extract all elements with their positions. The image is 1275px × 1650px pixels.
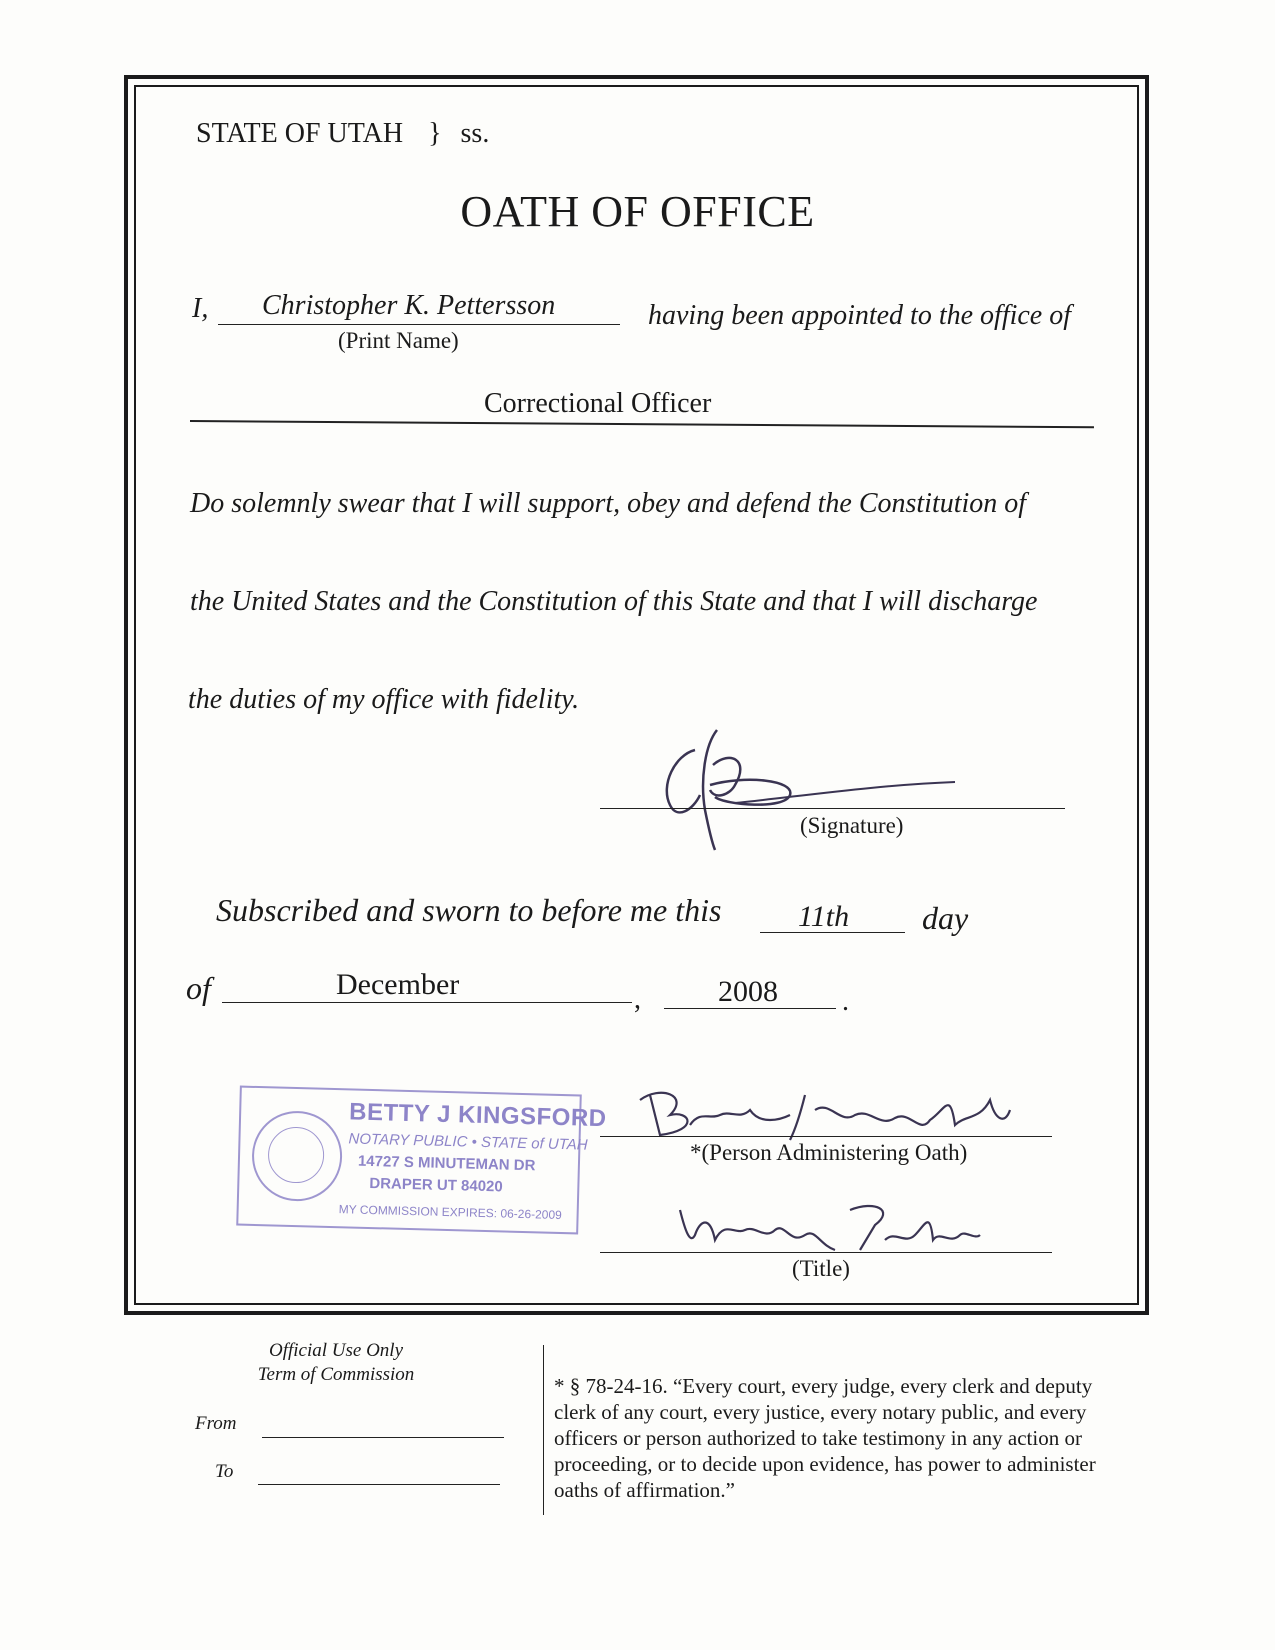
month-line: [222, 1002, 632, 1003]
of-word: of: [186, 970, 211, 1006]
official-use-heading: Official Use Only: [268, 1340, 404, 1361]
sworn-prefix: Subscribed and sworn to before me this: [216, 892, 722, 928]
title-line: [600, 1252, 1052, 1253]
day-line: [760, 932, 905, 933]
notary-stamp-expiry: MY COMMISSION EXPIRES: 06-26-2009: [338, 1202, 562, 1223]
state-seal: [251, 1110, 343, 1202]
signature-line: [600, 808, 1065, 809]
administering-caption: *(Person Administering Oath): [690, 1140, 968, 1165]
notary-stamp: [236, 1086, 607, 1235]
name-line: [218, 324, 620, 325]
to-label: To: [215, 1461, 234, 1482]
day-word: day: [922, 900, 969, 936]
sworn-day-value: 11th: [798, 900, 850, 933]
oath-line-1: Do solemnly swear that I will support, obey and defend the Constitution of: [190, 488, 1027, 519]
notary-stamp-city: DRAPER UT 84020: [369, 1174, 503, 1196]
notary-stamp-title: NOTARY PUBLIC • STATE of UTAH: [348, 1130, 588, 1154]
date-comma: ,: [634, 984, 641, 1015]
administering-line: [600, 1136, 1052, 1137]
printed-name: Christopher K. Pettersson: [262, 290, 556, 321]
venue-line: [196, 118, 489, 150]
to-line[interactable]: [258, 1484, 500, 1485]
having-appointed-text: having been appointed to the office of: [648, 300, 1072, 331]
ss-label: ss.: [460, 118, 490, 149]
footer-divider: [543, 1345, 544, 1515]
title-caption: (Title): [792, 1256, 850, 1281]
signature-caption: (Signature): [800, 813, 904, 838]
term-of-commission: Term of Commission: [257, 1364, 415, 1385]
oath-line-2: the United States and the Constitution of this State and that I will discharge: [190, 586, 1038, 617]
date-period: .: [842, 986, 849, 1017]
office-name: Correctional Officer: [484, 388, 712, 419]
document-title: OATH OF OFFICE: [460, 187, 815, 236]
notary-stamp-street: 14727 S MINUTEMAN DR: [357, 1152, 536, 1175]
notary-stamp-name: BETTY J KINGSFORD: [348, 1098, 607, 1133]
venue-brace: }: [428, 118, 442, 149]
from-label: From: [195, 1413, 237, 1434]
statute-text: * § 78-24-16. “Every court, every judge, every clerk and deputy clerk of any court, every justice, every notary public, and every officers or person authorized to take testimony in any action or proceeding, or to decide upon evidence, has power to administer oaths of affirmation.”: [554, 1374, 1096, 1502]
i-prefix: I,: [192, 293, 209, 324]
oath-line-3: the duties of my office with fidelity.: [188, 684, 580, 715]
from-line[interactable]: [262, 1437, 504, 1438]
state-label: STATE OF UTAH: [196, 118, 404, 149]
sworn-month: December: [336, 968, 460, 1001]
print-name-caption: (Print Name): [338, 328, 459, 353]
sworn-year: 2008: [718, 975, 778, 1008]
state-seal-inner: [267, 1126, 324, 1183]
year-line: [664, 1008, 836, 1009]
